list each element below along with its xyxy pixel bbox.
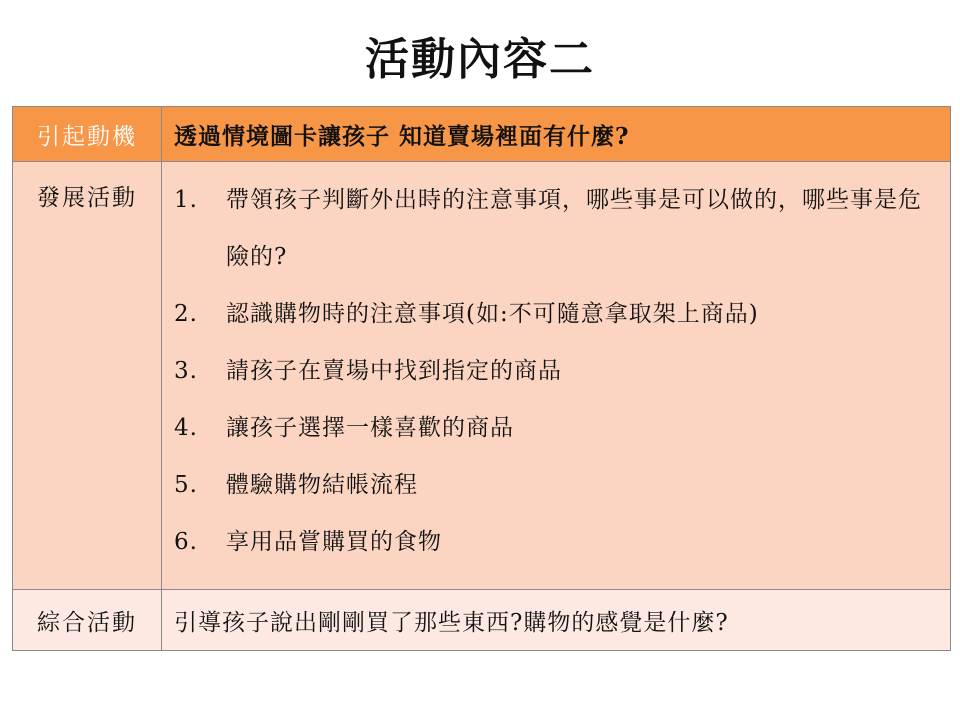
step-number: 6. — [174, 529, 198, 555]
list-item — [174, 286, 950, 343]
summary-label: 綜合活動 — [13, 590, 162, 651]
activity-table — [12, 106, 951, 651]
step-number: 1. — [174, 187, 198, 213]
motivation-label: 引起動機 — [13, 107, 162, 162]
step-text: 請孩子在賣場中找到指定的商品 — [226, 358, 562, 384]
table-row-summary — [13, 590, 951, 651]
list-item — [174, 457, 950, 514]
step-number: 3. — [174, 358, 198, 384]
step-text: 體驗購物結帳流程 — [226, 472, 418, 498]
list-item — [174, 400, 950, 457]
development-steps-list — [162, 162, 950, 571]
table-row-motivation — [13, 107, 951, 162]
list-item — [174, 343, 950, 400]
step-text: 讓孩子選擇一樣喜歡的商品 — [226, 415, 514, 441]
development-content — [162, 162, 951, 590]
list-item — [174, 172, 950, 286]
step-text: 認識購物時的注意事項(如:不可隨意拿取架上商品) — [226, 301, 759, 327]
step-number: 2. — [174, 301, 198, 327]
step-text: 帶領孩子判斷外出時的注意事項，哪些事是可以做的，哪些事是危險的? — [226, 187, 922, 270]
step-text: 享用品嘗購買的食物 — [226, 529, 442, 555]
summary-content: 引導孩子說出剛剛買了那些東西?購物的感覺是什麼? — [162, 590, 951, 651]
list-item — [174, 514, 950, 571]
step-number: 4. — [174, 415, 198, 441]
step-number: 5. — [174, 472, 198, 498]
page-title: 活動內容二 — [365, 34, 595, 85]
development-label: 發展活動 — [13, 162, 162, 590]
table-row-development — [13, 162, 951, 590]
motivation-content: 透過情境圖卡讓孩子 知道賣場裡面有什麼? — [162, 107, 951, 162]
